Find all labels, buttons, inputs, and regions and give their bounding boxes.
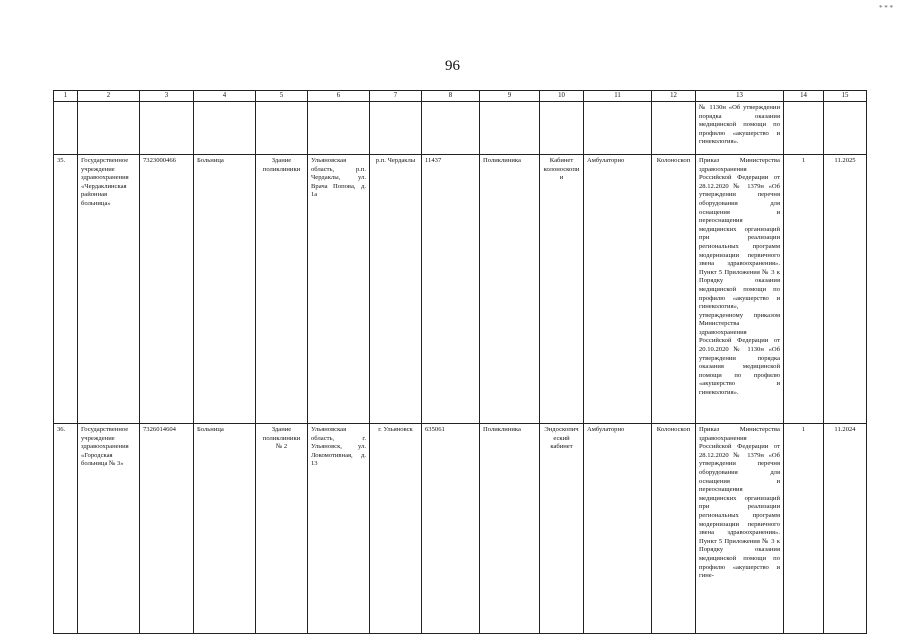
room-cell: Кабинет колоноскопии bbox=[540, 155, 584, 424]
column-header-5: 5 bbox=[256, 91, 308, 102]
population-cell: 635061 bbox=[422, 424, 480, 634]
due-date-cell: 11.2024 bbox=[824, 424, 867, 634]
column-header-4: 4 bbox=[194, 91, 256, 102]
room-cell: Эндоскопический кабинет bbox=[540, 424, 584, 634]
scan-mark: * * * bbox=[879, 4, 893, 12]
unit-type-cell: Поликлиника bbox=[480, 155, 540, 424]
population-cell bbox=[422, 102, 480, 155]
institution-name-cell: Государственное учреждение здравоохранения «Чердаклинская районная больница» bbox=[78, 155, 140, 424]
facility-type-cell bbox=[194, 102, 256, 155]
due-date-cell: 11.2025 bbox=[824, 155, 867, 424]
facility-type-cell: Больница bbox=[194, 424, 256, 634]
equipment-cell bbox=[652, 102, 696, 155]
equipment-cell: Колоноскоп bbox=[652, 424, 696, 634]
column-header-12: 12 bbox=[652, 91, 696, 102]
locality-cell bbox=[370, 102, 422, 155]
quantity-cell: 1 bbox=[784, 155, 824, 424]
building-cell: Здание поликлиники № 2 bbox=[256, 424, 308, 634]
column-header-10: 10 bbox=[540, 91, 584, 102]
register-table bbox=[53, 90, 867, 634]
population-cell: 11437 bbox=[422, 155, 480, 424]
unit-type-cell bbox=[480, 102, 540, 155]
column-header-11: 11 bbox=[584, 91, 652, 102]
address-cell: Ульяновская область, г. Ульяновск, ул. Локомотивная, д. 13 bbox=[308, 424, 370, 634]
inn-cell bbox=[140, 102, 194, 155]
legal-basis-cell: № 1130н «Об утверждении порядка оказания медицинской помощи по профилю «акушерство и гинекология». bbox=[696, 102, 784, 155]
table-row bbox=[54, 424, 867, 634]
address-cell bbox=[308, 102, 370, 155]
quantity-cell bbox=[784, 102, 824, 155]
table-row bbox=[54, 155, 867, 424]
building-cell: Здание поликлиники bbox=[256, 155, 308, 424]
quantity-cell: 1 bbox=[784, 424, 824, 634]
row-number-cell: 36. bbox=[54, 424, 78, 634]
inn-cell: 7323000466 bbox=[140, 155, 194, 424]
unit-type-cell: Поликлиника bbox=[480, 424, 540, 634]
column-header-14: 14 bbox=[784, 91, 824, 102]
row-number-cell: 35. bbox=[54, 155, 78, 424]
care-mode-cell: Амбулаторно bbox=[584, 155, 652, 424]
page-number: 96 bbox=[445, 58, 460, 74]
due-date-cell bbox=[824, 102, 867, 155]
column-header-3: 3 bbox=[140, 91, 194, 102]
care-mode-cell: Амбулаторно bbox=[584, 424, 652, 634]
address-cell: Ульяновская область, р.п. Чердаклы, ул. Врача Попова, д. 1а bbox=[308, 155, 370, 424]
table-header bbox=[54, 91, 867, 102]
locality-cell: р.п. Чердаклы bbox=[370, 155, 422, 424]
legal-basis-cell: Приказ Министерства здравоохранения Российской Федерации от 28.12.2020 № 1379н «Об утверждении перечня оборудования для оснащения и переоснащения медицинских организаций при реализации региональных программ модернизации первичного звена здравоохранения». Пункт 5 Приложения № 3 к Порядку оказания медицинской помощи по профилю «акушерство и гинекология», утвержденному приказом Министерства здравоохранения Российской Федерации от 20.10.2020 № 1130н «Об утверждении порядка оказания медицинской помощи по профилю «акушерство и гинекология». bbox=[696, 155, 784, 424]
institution-name-cell bbox=[78, 102, 140, 155]
equipment-cell: Колоноскоп bbox=[652, 155, 696, 424]
table-body bbox=[54, 102, 867, 634]
legal-basis-cell: Приказ Министерства здравоохранения Российской Федерации от 28.12.2020 № 1379н «Об утверждении перечня оборудования для оснащения и переоснащения медицинских организаций при реализации региональных программ модернизации первичного звена здравоохранения». Пункт 5 Приложения № 3 к Порядку оказания медицинской помощи по профилю «акушерство и гине- bbox=[696, 424, 784, 634]
column-header-9: 9 bbox=[480, 91, 540, 102]
table-row bbox=[54, 102, 867, 155]
column-header-8: 8 bbox=[422, 91, 480, 102]
column-header-1: 1 bbox=[54, 91, 78, 102]
column-header-7: 7 bbox=[370, 91, 422, 102]
inn-cell: 7326014604 bbox=[140, 424, 194, 634]
column-header-15: 15 bbox=[824, 91, 867, 102]
institution-name-cell: Государственное учреждение здравоохранения «Городская больница № 3» bbox=[78, 424, 140, 634]
column-header-6: 6 bbox=[308, 91, 370, 102]
column-header-2: 2 bbox=[78, 91, 140, 102]
column-header-13: 13 bbox=[696, 91, 784, 102]
building-cell bbox=[256, 102, 308, 155]
facility-type-cell: Больница bbox=[194, 155, 256, 424]
room-cell bbox=[540, 102, 584, 155]
care-mode-cell bbox=[584, 102, 652, 155]
locality-cell: г. Ульяновск bbox=[370, 424, 422, 634]
row-number-cell bbox=[54, 102, 78, 155]
